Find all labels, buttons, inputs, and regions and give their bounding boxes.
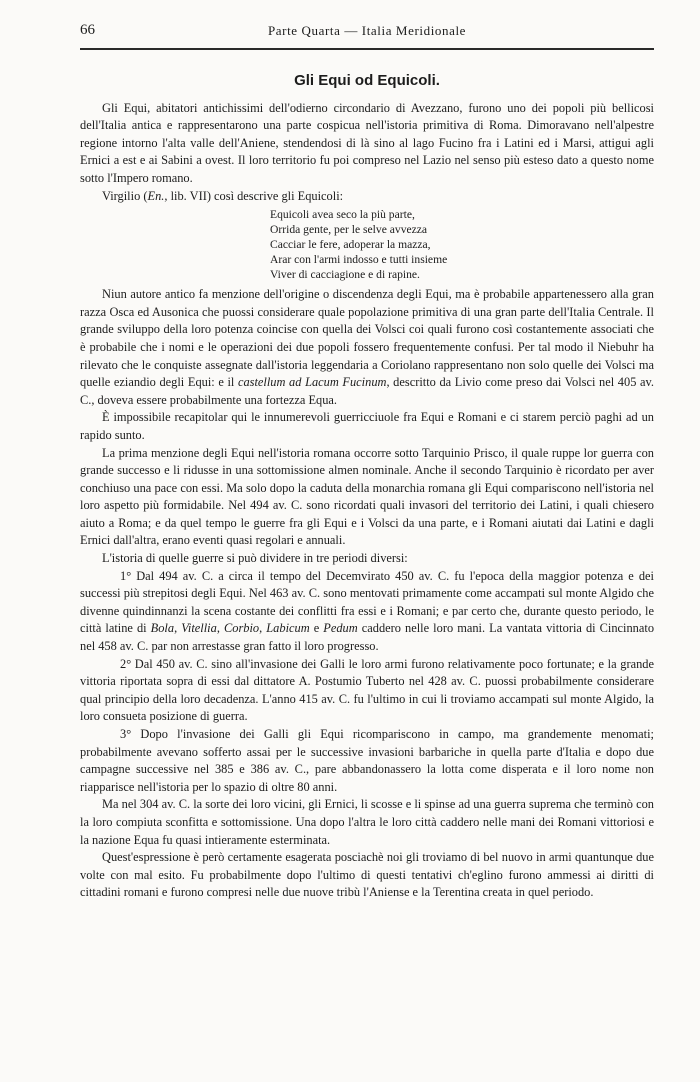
paragraph-3-text: Niun autore antico fa menzione dell'origine o discendenza degli Equi, ma è probabile appartenessero alla gran razza Osca ed Ausonica che puossi considerare quale popolazione primitiva di una gran parte dell'Italia Centrale. Il grande sviluppo della loro potenza coincise con quella dei Volsci coi quali furono così costantemente associati che è probabile che i nomi e le operazioni dei due popoli fossero frequentemente confusi. Per tal modo il Niebuhr ha rilevato che le conquiste assegnate dall'istoria leggendaria a Coriolano rappresentano non solo quelle dei Volsci ma quelle eziandio degli Equi: e il bbox=[80, 287, 654, 390]
paragraph-8: Quest'espressione è però certamente esagerata posciachè noi gli troviamo di bel nuovo in armi quantunque due volte con mal esito. Fu probabilmente dopo l'ultimo di questi tentativi ch'eglino furono ammessi ai diritti di cittadini romani e furono compresi nelle due nuove tribù l'Aniense e la Terentina creata in quel periodo. bbox=[80, 850, 654, 900]
period-1-text: 1° Dal 494 av. C. a circa il tempo del Decemvirato 450 av. C. fu l'epoca della maggior potenza e dei successi più strepitosi degli Equi. Nel 463 av. C. sono mentovati primamente come accampati sul monte Algido che divenne quindinnanzi la scena costante dei conflitti fra essi e i Romani; e par certo che, durante questo periodo, le città latine di bbox=[80, 568, 654, 636]
verse-line: Arar con l'armi indosso e tutti insieme bbox=[270, 253, 448, 267]
paragraph-5: La prima menzione degli Equi nell'istoria romana occorre sotto Tarquinio Prisco, il quale ruppe lor guerra con grande successo e li ridusse in una sottomissione almen nominale. Anche il secondo Tarquinio è ricordato per aver conchiuso una pace con essi. Ma solo dopo la caduta della monarchia romana gli Equi compariscono nell'istoria nel loro aspetto più formidabile. Nel 494 av. C. sono ricordati quali invasori del territorio dei Latini, i quali chiesero aiuto a Roma; e da quel tempo le guerre fra gli Equi e i Volsci da una parte, e i Romani aiutati dai Latini e dagli Ernici dall'altra, erano eventi quasi regolari e annuali. bbox=[80, 445, 654, 548]
page-header bbox=[80, 22, 654, 44]
paragraph-3-text-end: , descritto da Livio come preso dai Volsci nel 405 av. C., doveva essere probabilmente una fortezza Equa. bbox=[80, 375, 654, 407]
paragraph-2-text-end: , lib. VII) così descrive gli Equicoli: bbox=[164, 188, 344, 203]
page-number: 66 bbox=[80, 22, 95, 38]
page-body bbox=[80, 60, 654, 902]
verse-line: Viver di cacciagione e di rapine. bbox=[270, 268, 420, 282]
paragraph-3 bbox=[80, 286, 654, 409]
paragraph-7: Ma nel 304 av. C. la sorte dei loro vicini, gli Ernici, li scosse e li spinse ad una guerra suprema che terminò con la loro compiuta sconfitta e sottomissione. Una dopo l'altra le loro città caddero nelle mani dei Romani vittoriosi e la nazione Equa fu quasi intieramente esterminata. bbox=[80, 797, 654, 847]
city-bola: Bola bbox=[150, 621, 175, 636]
separator: , bbox=[216, 621, 224, 636]
period-3: 3° Dopo l'invasione dei Galli gli Equi ricompariscono in campo, ma grandemente menomati; probabilmente avevano sofferto assai per le successive invasioni barbariche in quella parte d'Italia e dopo due campagne successive nel 385 e 386 av. C., pare abbandonassero la lotta come disperata e il loro nome non riapparisce nell'istoria per lo spazio di oltre 80 anni. bbox=[80, 727, 654, 794]
header-rule bbox=[80, 48, 654, 50]
separator: , bbox=[174, 621, 182, 636]
work-title: En. bbox=[147, 188, 165, 203]
verse-quote bbox=[270, 207, 654, 282]
city-pedum: Pedum bbox=[323, 621, 358, 636]
section-title: Gli Equi od Equicoli. bbox=[294, 72, 440, 89]
paragraph-4: È impossibile recapitolar qui le innumerevoli guerricciuole fra Equi e Romani e ci starem perciò paghi ad un rapido sunto. bbox=[80, 410, 654, 442]
separator: e bbox=[309, 621, 324, 636]
city-labicum: Labicum bbox=[266, 621, 310, 636]
paragraph-2 bbox=[80, 188, 654, 206]
city-vitellia: Vitellia bbox=[181, 621, 217, 636]
city-corbio: Corbio bbox=[223, 621, 260, 636]
paragraph-2-text: Virgilio ( bbox=[102, 188, 148, 203]
period-1-text-end: caddero nelle loro mani. La vantata vittoria di Cincinnato nel 458 av. C. par non arrestasse gran fatto il loro progresso. bbox=[80, 621, 655, 654]
period-1 bbox=[80, 568, 654, 656]
paragraph-1: Gli Equi, abitatori antichissimi dell'odierno circondario di Avezzano, furono uno dei popoli più bellicosi dell'Italia antica e rappresentarono una parte cospicua nell'istoria primitiva di Roma. Dimoravano nell'alpestre regione intorno l'alta valle dell'Aniene, stendendosi di là sino al lago Fucino fra i Latini ed i Marsi, attigui agli Ernici a est e ai Sabini a ovest. Il loro territorio fu poi compreso nel Lazio nel senso più esteso dato a questo nome sotto l'Impero romano. bbox=[80, 100, 654, 185]
verse-line: Orrida gente, per le selve avvezza bbox=[270, 223, 428, 237]
castellum-italic: castellum ad Lacum Fucinum bbox=[237, 375, 387, 390]
running-head: Parte Quarta — Italia Meridionale bbox=[267, 23, 467, 38]
paragraph-6: L'istoria di quelle guerre si può dividere in tre periodi diversi: bbox=[102, 551, 408, 566]
period-2: 2° Dal 450 av. C. sino all'invasione dei Galli le loro armi furono relativamente poco fortunate; e la grande vittoria riportata sopra di essi dal dittatore A. Postumio Tuberto nel 428 av. C. puossi probabilmente considerare qual principio della loro decadenza. L'anno 415 av. C. fu l'ultimo in cui li troviamo accampati sul monte Algido, la loro consueta posizione di guerra. bbox=[80, 656, 654, 724]
separator: , bbox=[259, 621, 267, 636]
verse-line: Equicoli avea seco la più parte, bbox=[270, 208, 415, 222]
verse-line: Cacciar le fere, adoperar la mazza, bbox=[270, 238, 431, 252]
